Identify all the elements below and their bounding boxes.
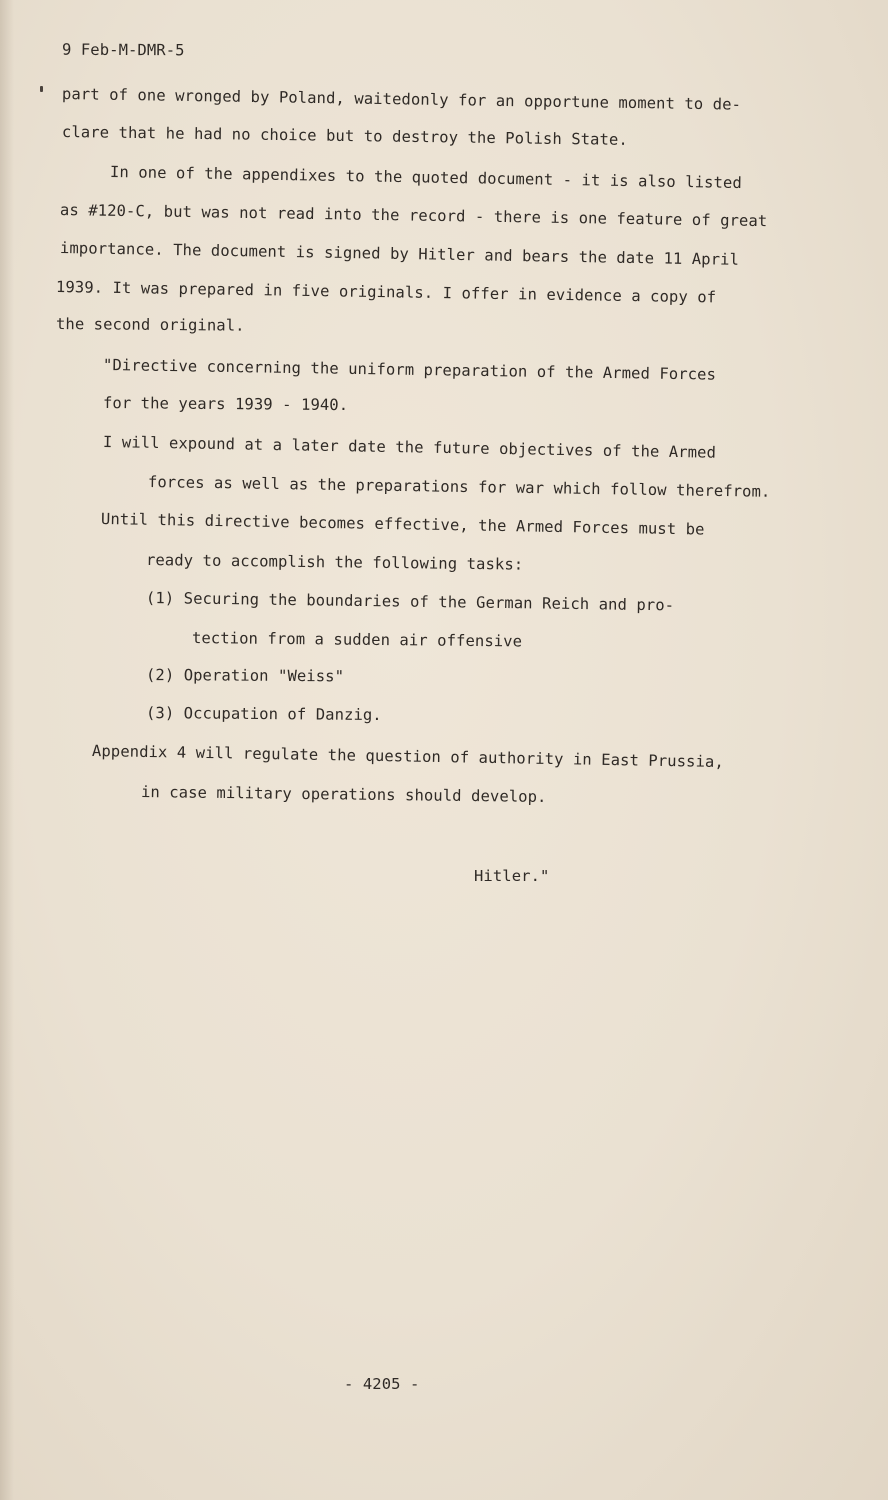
quote-line: Appendix 4 will regulate the question of authority in East Prussia, [91,742,724,772]
task-item: (3) Occupation of Danzig. [145,704,382,725]
signature: Hitler." [474,867,550,885]
body-line: In one of the appendixes to the quoted document - it is also listed [109,163,742,193]
quote-line: "Directive concerning the uniform preparation of the Armed Forces [102,356,717,384]
page-edge-shadow [0,0,14,1500]
quote-line: Until this directive becomes effective, the Armed Forces must be [100,510,705,539]
task-item-continued: tection from a sudden air offensive [191,629,523,651]
page-number: - 4205 - [344,1375,420,1393]
task-item: (1) Securing the boundaries of the German Reich and pro- [145,589,675,615]
quote-line: ready to accomplish the following tasks: [145,551,524,574]
body-line: importance. The document is signed by Hitler and bears the date 11 April [59,239,740,269]
quote-line: for the years 1939 - 1940. [102,394,349,415]
quote-line: forces as well as the preparations for war which follow therefrom. [147,473,771,501]
body-line: as #120-C, but was not read into the record - there is one feature of great [59,201,768,231]
body-line: part of one wronged by Poland, waitedonly for an opportune moment to de- [61,85,742,114]
body-line: 1939. It was prepared in five originals. I offer in evidence a copy of [55,278,717,307]
margin-mark [40,86,43,92]
task-item: (2) Operation "Weiss" [145,666,345,686]
body-line: the second original. [55,315,245,335]
page-reference: 9 Feb-M-DMR-5 [61,40,185,60]
body-line: clare that he had no choice but to destroy the Polish State. [61,123,628,149]
quote-line: I will expound at a later date the future objectives of the Armed [102,433,717,462]
quote-line: in case military operations should develop. [140,783,547,806]
